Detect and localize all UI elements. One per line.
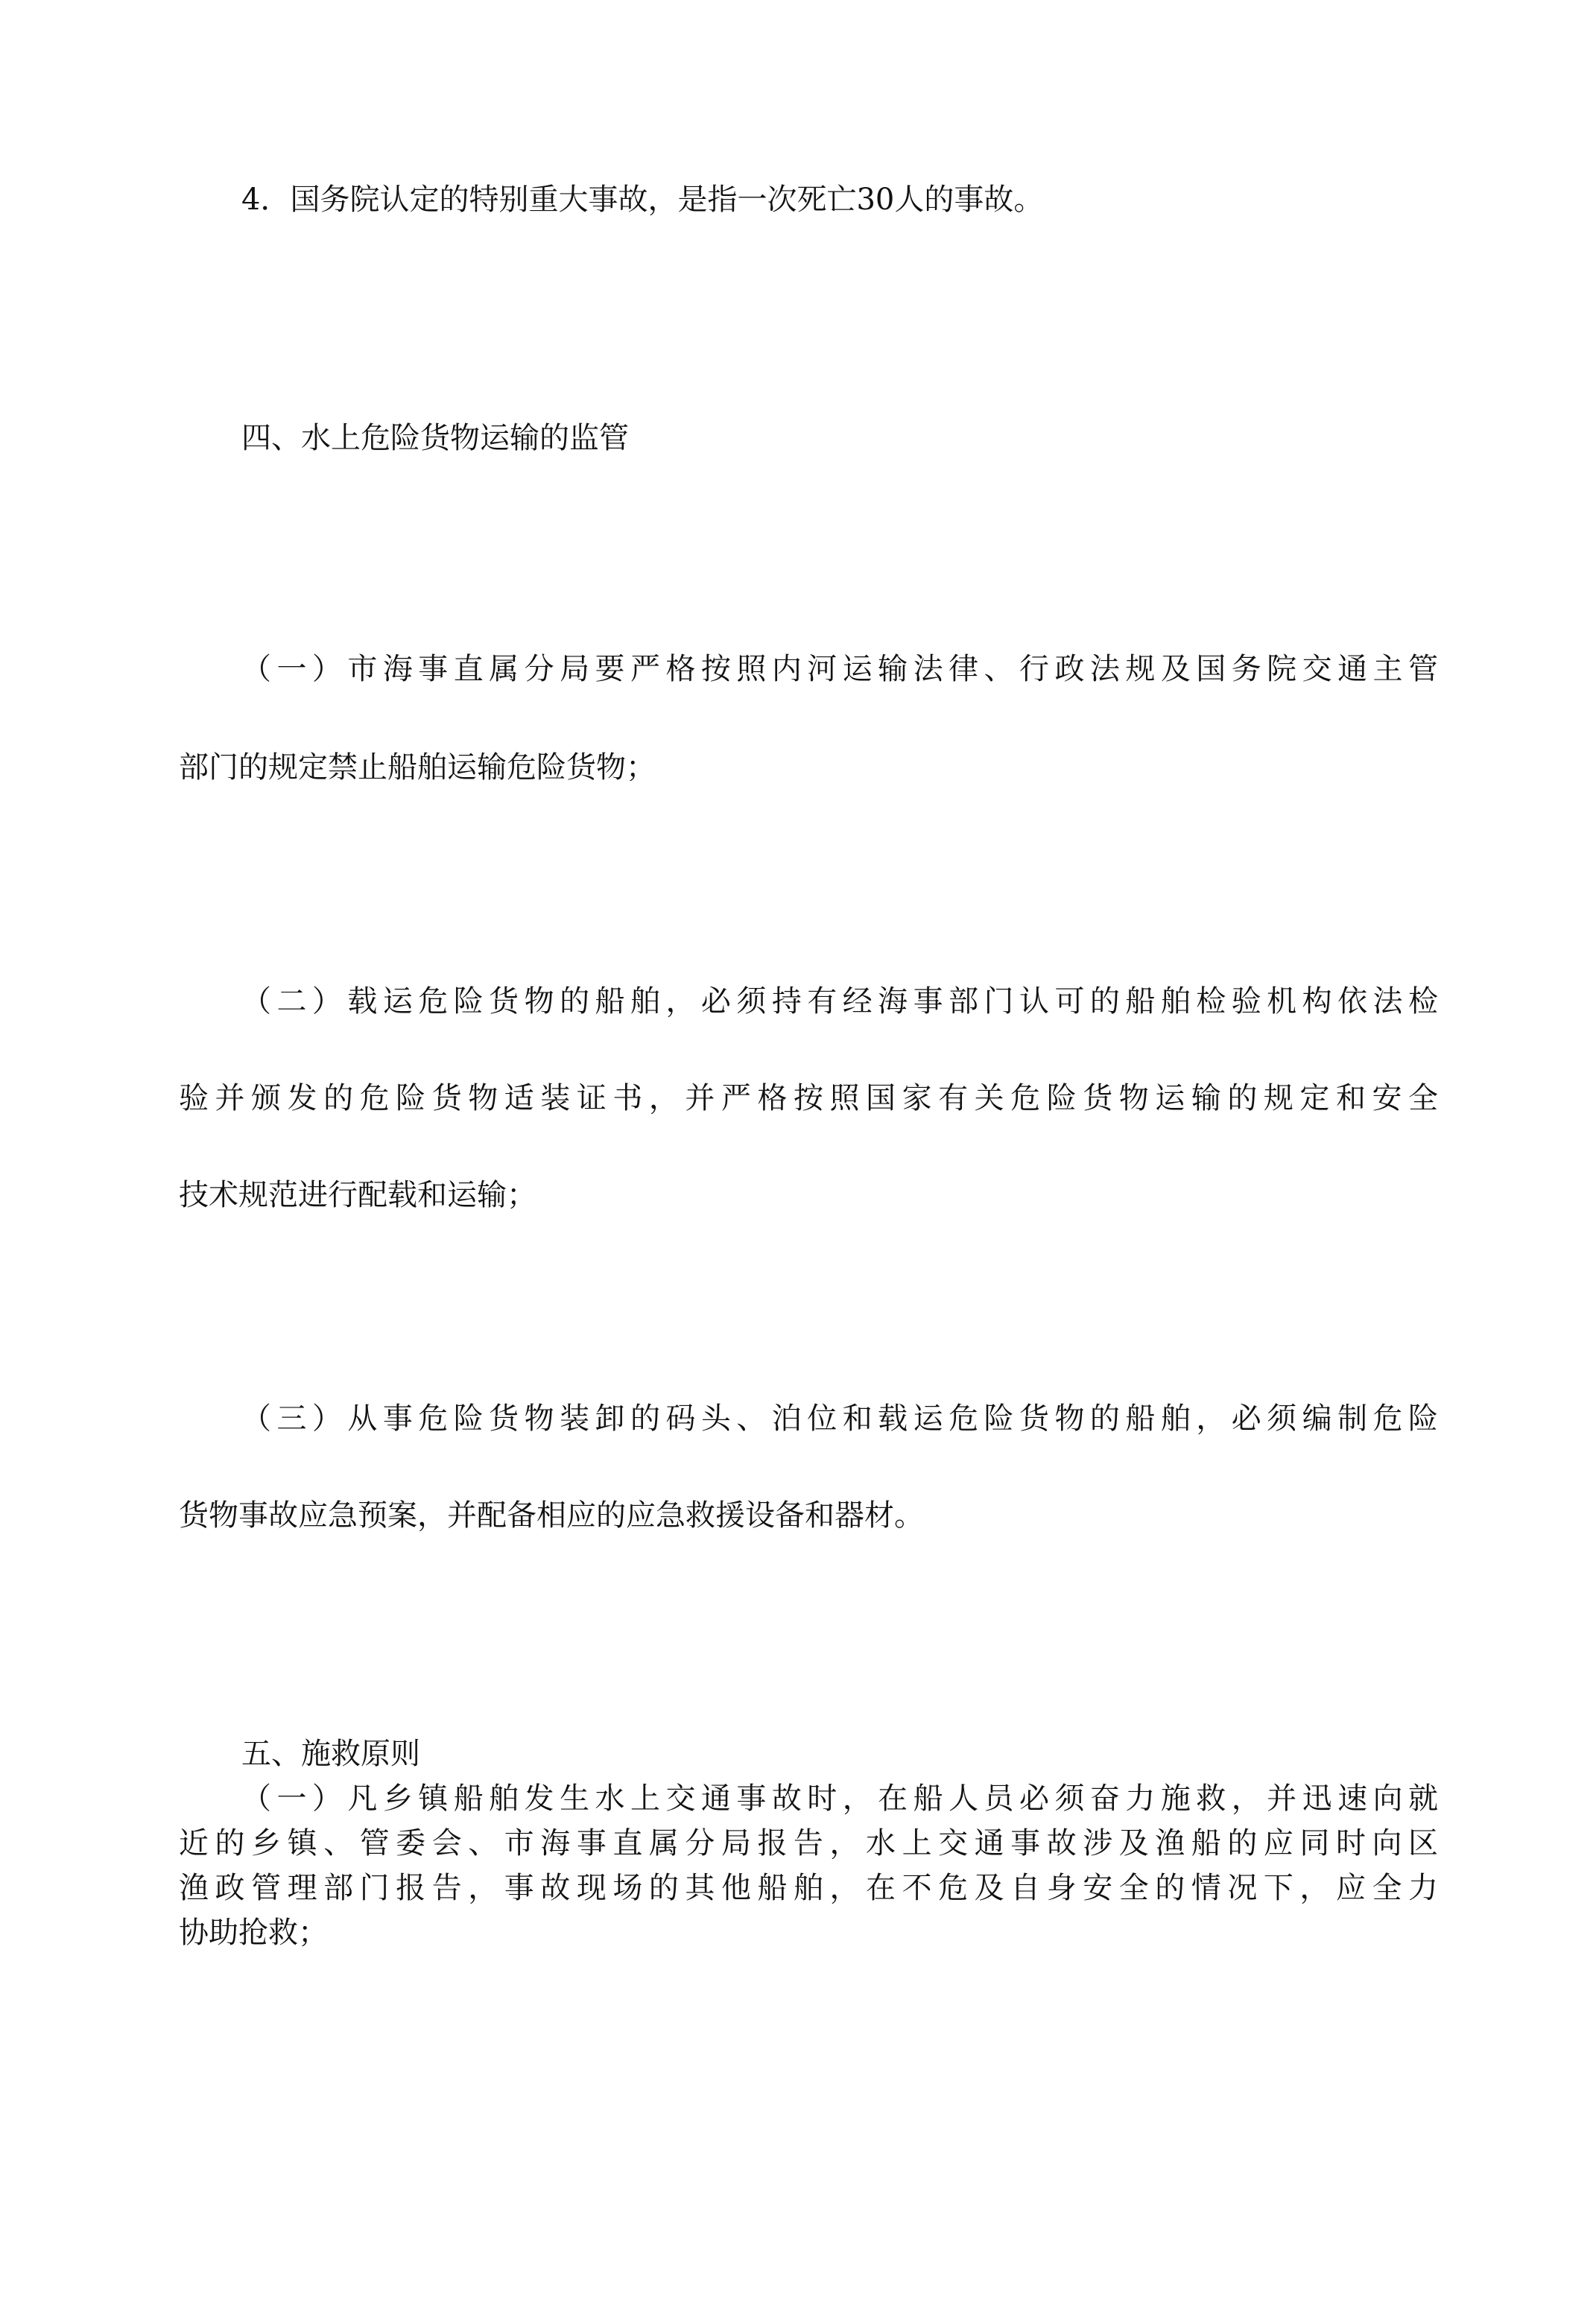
section-4-p3-line2: 货物事故应急预案，并配备相应的应急救援设备和器材。 (179, 1498, 924, 1533)
section-4-p2-line3: 技术规范进行配载和运输； (179, 1178, 536, 1212)
section-4-p2-line2: 验并颁发的危险货物适装证书，并严格按照国家有关危险货物运输的规定和安全 (179, 1081, 1438, 1115)
section-5-p1-line2: 近的乡镇、管委会、市海事直属分局报告，水上交通事故涉及渔船的应同时向区 (179, 1826, 1438, 1860)
section-4-p3-line1: （三）从事危险货物装卸的码头、泊位和载运危险货物的船舶，必须编制危险 (241, 1401, 1438, 1436)
section-4-p1-line1: （一）市海事直属分局要严格按照内河运输法律、行政法规及国务院交通主管 (241, 652, 1438, 686)
section-4-p2-line1: （二）载运危险货物的船舶，必须持有经海事部门认可的船舶检验机构依法检 (241, 984, 1438, 1019)
section-4-heading: 四、水上危险货物运输的监管 (241, 421, 629, 455)
item-4-text: 4．国务院认定的特别重大事故，是指一次死亡30人的事故。 (241, 183, 1044, 217)
section-4-p1-line2: 部门的规定禁止船舶运输危险货物； (179, 750, 656, 785)
section-5-p1-line1: （一）凡乡镇船舶发生水上交通事故时，在船人员必须奋力施救，并迅速向就 (241, 1781, 1438, 1816)
section-5-p1-line3: 渔政管理部门报告，事故现场的其他船舶，在不危及自身安全的情况下，应全力 (179, 1871, 1438, 1905)
section-5-p1-line4: 协助抢救； (179, 1916, 328, 1950)
section-5-heading: 五、施救原则 (241, 1737, 420, 1771)
